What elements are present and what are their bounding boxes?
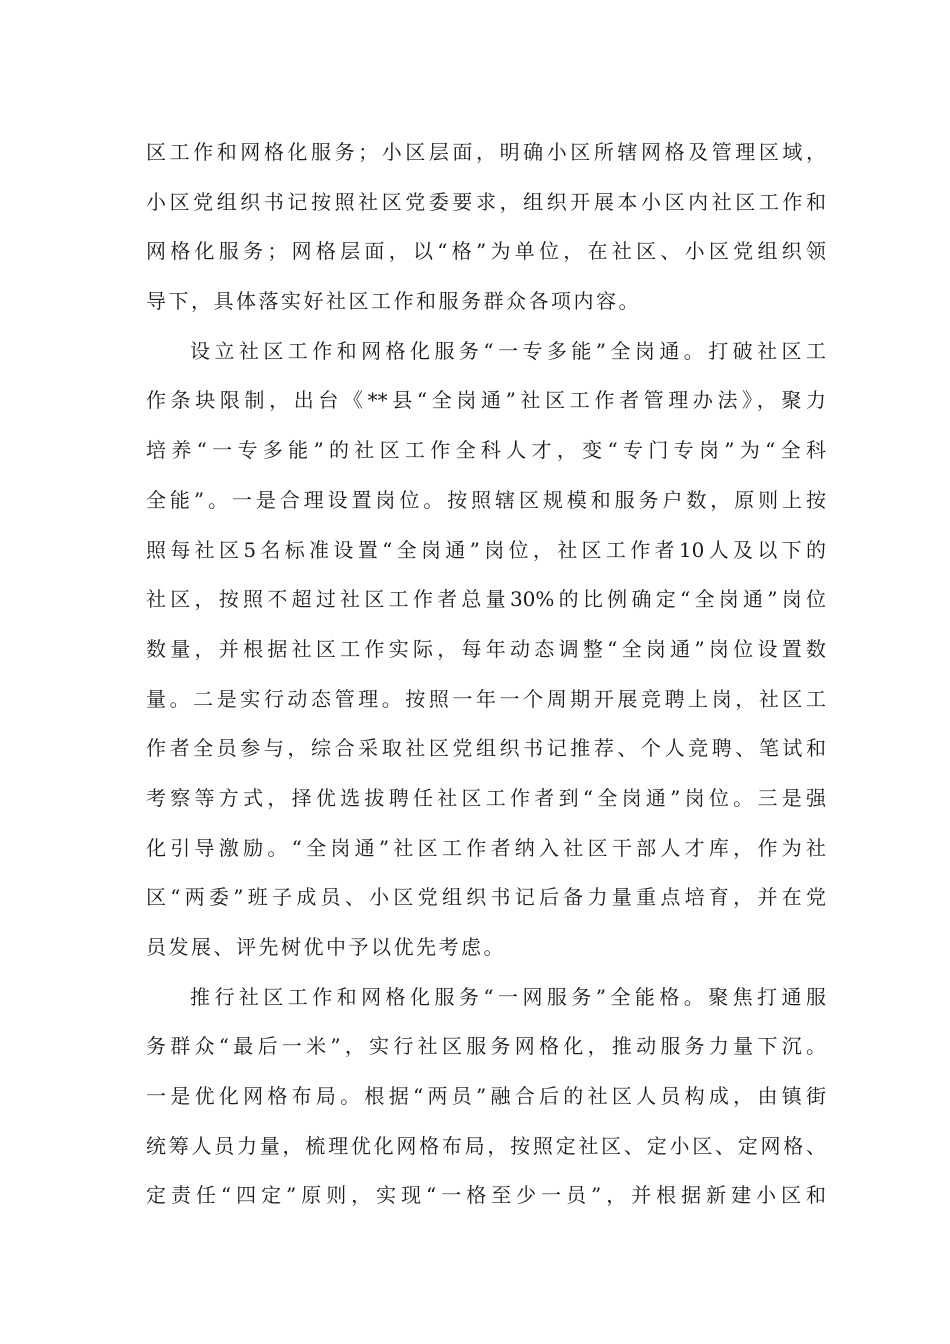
text-line: 社区，按照不超过社区工作者总量30%的比例确定“全岗通”岗位 — [146, 587, 826, 612]
text-line: 推行社区工作和网格化服务“一网服务”全能格。聚焦打通服 — [190, 984, 826, 1009]
text-line: 考察等方式，择优选拔聘任社区工作者到“全岗通”岗位。三是强 — [146, 785, 826, 810]
text-line: 员发展、评先树优中予以优先考虑。 — [146, 935, 506, 959]
text-line: 照每社区5名标准设置“全岗通”岗位，社区工作者10人及以下的 — [146, 537, 826, 562]
text-line: 网格化服务；网格层面，以“格”为单位，在社区、小区党组织领 — [146, 239, 826, 264]
text-line: 数量，并根据社区工作实际，每年动态调整“全岗通”岗位设置数 — [146, 636, 826, 661]
text-line: 作条块限制，出台《**县“全岗通”社区工作者管理办法》，聚力 — [146, 388, 826, 413]
text-line: 统筹人员力量，梳理优化网格布局，按照定社区、定小区、定网格、 — [146, 1133, 826, 1158]
text-line: 导下，具体落实好社区工作和服务群众各项内容。 — [146, 289, 641, 314]
text-line: 一是优化网格布局。根据“两员”融合后的社区人员构成，由镇街 — [146, 1084, 826, 1109]
text-line: 全能”。一是合理设置岗位。按照辖区规模和服务户数，原则上按 — [146, 487, 826, 512]
text-line: 量。二是实行动态管理。按照一年一个周期开展竞聘上岗，社区工 — [146, 686, 826, 711]
text-line: 定责任“四定”原则，实现“一格至少一员”，并根据新建小区和 — [146, 1183, 826, 1208]
text-line: 务群众“最后一米”，实行社区服务网格化，推动服务力量下沉。 — [146, 1034, 826, 1059]
text-line: 作者全员参与，综合采取社区党组织书记推荐、个人竞聘、笔试和 — [146, 736, 826, 761]
text-line: 区工作和网格化服务；小区层面，明确小区所辖网格及管理区域， — [146, 140, 826, 164]
text-line: 培养“一专多能”的社区工作全科人才，变“专门专岗”为“全科 — [146, 438, 826, 463]
text-line: 化引导激励。“全岗通”社区工作者纳入社区干部人才库，作为社 — [146, 835, 826, 860]
text-line: 区“两委”班子成员、小区党组织书记后备力量重点培育，并在党 — [146, 885, 826, 910]
document-body — [146, 133, 826, 1226]
text-line: 小区党组织书记按照社区党委要求，组织开展本小区内社区工作和 — [146, 189, 826, 214]
text-line: 设立社区工作和网格化服务“一专多能”全岗通。打破社区工 — [190, 338, 826, 363]
